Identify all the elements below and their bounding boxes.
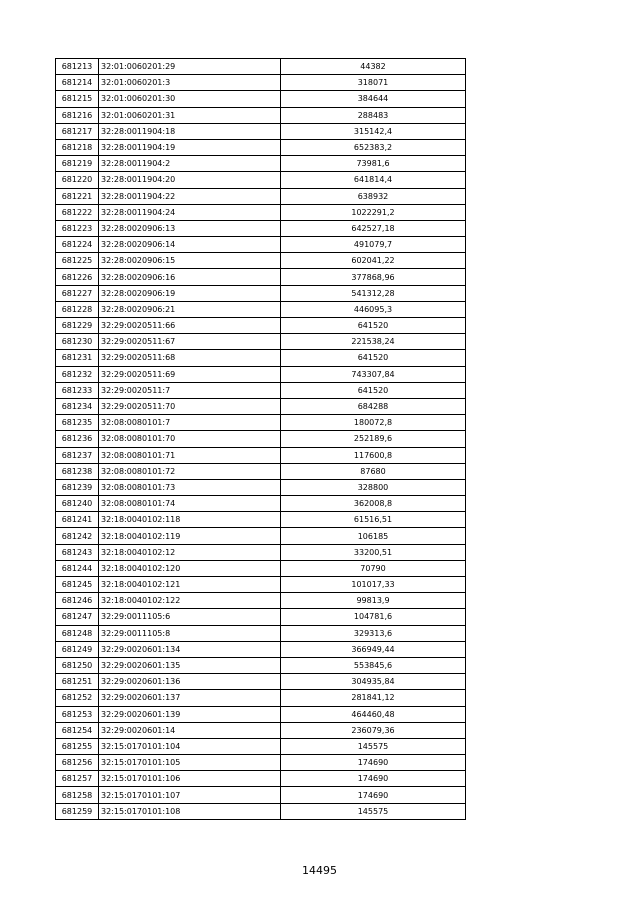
table-row	[56, 318, 466, 334]
table-row	[56, 269, 466, 285]
cadastral-number-cell: 32:28:0020906:15	[99, 253, 281, 269]
row-id-cell: 681213	[56, 59, 99, 75]
table-row	[56, 398, 466, 414]
table-row	[56, 237, 466, 253]
table-row	[56, 528, 466, 544]
cadastral-number-cell: 32:15:0170101:104	[99, 738, 281, 754]
cadastral-number-cell: 32:28:0011904:2	[99, 156, 281, 172]
row-id-cell: 681225	[56, 253, 99, 269]
row-id-cell: 681219	[56, 156, 99, 172]
cadastral-value-cell: 252189,6	[281, 431, 466, 447]
table-row	[56, 301, 466, 317]
row-id-cell: 681214	[56, 75, 99, 91]
cadastral-value-cell: 180072,8	[281, 415, 466, 431]
table-row	[56, 560, 466, 576]
cadastral-value-cell: 652383,2	[281, 139, 466, 155]
row-id-cell: 681245	[56, 577, 99, 593]
cadastral-number-cell: 32:29:0020511:68	[99, 350, 281, 366]
cadastral-number-cell: 32:28:0011904:22	[99, 188, 281, 204]
row-id-cell: 681252	[56, 690, 99, 706]
table-row	[56, 722, 466, 738]
cadastral-value-cell: 318071	[281, 75, 466, 91]
table-row	[56, 577, 466, 593]
cadastral-value-cell: 1022291,2	[281, 204, 466, 220]
row-id-cell: 681250	[56, 657, 99, 673]
table-row	[56, 625, 466, 641]
cadastral-value-cell: 73981,6	[281, 156, 466, 172]
row-id-cell: 681233	[56, 382, 99, 398]
cadastral-value-cell: 553845,6	[281, 657, 466, 673]
row-id-cell: 681253	[56, 706, 99, 722]
row-id-cell: 681258	[56, 787, 99, 803]
table-row	[56, 738, 466, 754]
cadastral-number-cell: 32:28:0011904:24	[99, 204, 281, 220]
table-row	[56, 382, 466, 398]
row-id-cell: 681224	[56, 237, 99, 253]
cadastral-value-cell: 315142,4	[281, 123, 466, 139]
cadastral-value-cell: 362008,8	[281, 496, 466, 512]
row-id-cell: 681232	[56, 366, 99, 382]
cadastral-value-cell: 743307,84	[281, 366, 466, 382]
cadastral-value-cell: 174690	[281, 755, 466, 771]
row-id-cell: 681216	[56, 107, 99, 123]
cadastral-number-cell: 32:29:0020511:70	[99, 398, 281, 414]
page-number: 14495	[302, 864, 337, 877]
row-id-cell: 681240	[56, 496, 99, 512]
cadastral-number-cell: 32:28:0020906:16	[99, 269, 281, 285]
cadastral-number-cell: 32:29:0020511:66	[99, 318, 281, 334]
row-id-cell: 681215	[56, 91, 99, 107]
cadastral-number-cell: 32:29:0020601:134	[99, 641, 281, 657]
cadastral-number-cell: 32:29:0011105:8	[99, 625, 281, 641]
cadastral-value-cell: 446095,3	[281, 301, 466, 317]
cadastral-number-cell: 32:18:0040102:12	[99, 544, 281, 560]
row-id-cell: 681226	[56, 269, 99, 285]
table-row	[56, 107, 466, 123]
row-id-cell: 681236	[56, 431, 99, 447]
table-row	[56, 706, 466, 722]
cadastral-number-cell: 32:29:0020601:139	[99, 706, 281, 722]
cadastral-value-cell: 329313,6	[281, 625, 466, 641]
cadastral-number-cell: 32:29:0020601:136	[99, 674, 281, 690]
cadastral-value-cell: 288483	[281, 107, 466, 123]
table-row	[56, 690, 466, 706]
cadastral-number-cell: 32:15:0170101:105	[99, 755, 281, 771]
row-id-cell: 681221	[56, 188, 99, 204]
table-row	[56, 674, 466, 690]
cadastral-number-cell: 32:28:0011904:20	[99, 172, 281, 188]
cadastral-value-cell: 145575	[281, 738, 466, 754]
cadastral-number-cell: 32:28:0011904:18	[99, 123, 281, 139]
table-row	[56, 787, 466, 803]
cadastral-value-cell: 377868,96	[281, 269, 466, 285]
cadastral-value-cell: 104781,6	[281, 609, 466, 625]
row-id-cell: 681259	[56, 803, 99, 819]
row-id-cell: 681241	[56, 512, 99, 528]
cadastral-value-cell: 642527,18	[281, 220, 466, 236]
cadastral-value-cell: 541312,28	[281, 285, 466, 301]
table-row	[56, 366, 466, 382]
row-id-cell: 681248	[56, 625, 99, 641]
cadastral-value-cell: 117600,8	[281, 447, 466, 463]
cadastral-value-cell: 61516,51	[281, 512, 466, 528]
table-row	[56, 123, 466, 139]
cadastral-number-cell: 32:18:0040102:122	[99, 593, 281, 609]
table-row	[56, 771, 466, 787]
cadastral-value-cell: 464460,48	[281, 706, 466, 722]
cadastral-number-cell: 32:08:0080101:7	[99, 415, 281, 431]
cadastral-value-cell: 44382	[281, 59, 466, 75]
cadastral-number-cell: 32:01:0060201:3	[99, 75, 281, 91]
table-row	[56, 139, 466, 155]
row-id-cell: 681239	[56, 479, 99, 495]
cadastral-number-cell: 32:28:0020906:14	[99, 237, 281, 253]
cadastral-number-cell: 32:29:0020511:67	[99, 334, 281, 350]
cadastral-number-cell: 32:15:0170101:107	[99, 787, 281, 803]
row-id-cell: 681231	[56, 350, 99, 366]
table-row	[56, 755, 466, 771]
cadastral-value-cell: 174690	[281, 787, 466, 803]
table-row	[56, 463, 466, 479]
cadastral-number-cell: 32:28:0020906:21	[99, 301, 281, 317]
row-id-cell: 681227	[56, 285, 99, 301]
table-row	[56, 512, 466, 528]
row-id-cell: 681229	[56, 318, 99, 334]
cadastral-value-cell: 641520	[281, 318, 466, 334]
cadastral-value-cell: 281841,12	[281, 690, 466, 706]
table-row	[56, 350, 466, 366]
row-id-cell: 681235	[56, 415, 99, 431]
cadastral-number-cell: 32:18:0040102:121	[99, 577, 281, 593]
cadastral-number-cell: 32:28:0020906:19	[99, 285, 281, 301]
cadastral-number-cell: 32:28:0011904:19	[99, 139, 281, 155]
cadastral-value-table	[55, 58, 466, 820]
table-row	[56, 285, 466, 301]
cadastral-number-cell: 32:29:0011105:6	[99, 609, 281, 625]
table-row	[56, 431, 466, 447]
table-row	[56, 204, 466, 220]
cadastral-value-cell: 641520	[281, 350, 466, 366]
table-row	[56, 593, 466, 609]
cadastral-value-cell: 145575	[281, 803, 466, 819]
table-row	[56, 641, 466, 657]
table-row	[56, 657, 466, 673]
table-row	[56, 156, 466, 172]
table-row	[56, 544, 466, 560]
table-row	[56, 75, 466, 91]
cadastral-value-cell: 236079,36	[281, 722, 466, 738]
cadastral-number-cell: 32:15:0170101:108	[99, 803, 281, 819]
cadastral-value-cell: 70790	[281, 560, 466, 576]
cadastral-number-cell: 32:29:0020511:69	[99, 366, 281, 382]
row-id-cell: 681217	[56, 123, 99, 139]
cadastral-number-cell: 32:18:0040102:120	[99, 560, 281, 576]
table-row	[56, 447, 466, 463]
table-row	[56, 609, 466, 625]
cadastral-number-cell: 32:01:0060201:30	[99, 91, 281, 107]
cadastral-number-cell: 32:29:0020601:135	[99, 657, 281, 673]
table-row	[56, 253, 466, 269]
table-row	[56, 59, 466, 75]
cadastral-number-cell: 32:18:0040102:119	[99, 528, 281, 544]
row-id-cell: 681238	[56, 463, 99, 479]
table-row	[56, 91, 466, 107]
cadastral-number-cell: 32:08:0080101:71	[99, 447, 281, 463]
table-row	[56, 496, 466, 512]
cadastral-number-cell: 32:29:0020511:7	[99, 382, 281, 398]
cadastral-value-cell: 602041,22	[281, 253, 466, 269]
cadastral-number-cell: 32:29:0020601:137	[99, 690, 281, 706]
row-id-cell: 681223	[56, 220, 99, 236]
cadastral-value-cell: 684288	[281, 398, 466, 414]
table-row	[56, 479, 466, 495]
cadastral-value-cell: 99813,9	[281, 593, 466, 609]
cadastral-number-cell: 32:01:0060201:31	[99, 107, 281, 123]
cadastral-number-cell: 32:01:0060201:29	[99, 59, 281, 75]
row-id-cell: 681222	[56, 204, 99, 220]
cadastral-value-cell: 641814,4	[281, 172, 466, 188]
cadastral-value-cell: 641520	[281, 382, 466, 398]
table-body	[56, 59, 466, 820]
cadastral-number-cell: 32:28:0020906:13	[99, 220, 281, 236]
row-id-cell: 681254	[56, 722, 99, 738]
row-id-cell: 681244	[56, 560, 99, 576]
cadastral-number-cell: 32:08:0080101:72	[99, 463, 281, 479]
row-id-cell: 681230	[56, 334, 99, 350]
cadastral-value-cell: 328800	[281, 479, 466, 495]
cadastral-value-cell: 87680	[281, 463, 466, 479]
cadastral-value-cell: 304935,84	[281, 674, 466, 690]
row-id-cell: 681237	[56, 447, 99, 463]
cadastral-value-cell: 221538,24	[281, 334, 466, 350]
cadastral-number-cell: 32:29:0020601:14	[99, 722, 281, 738]
cadastral-number-cell: 32:08:0080101:70	[99, 431, 281, 447]
row-id-cell: 681218	[56, 139, 99, 155]
row-id-cell: 681243	[56, 544, 99, 560]
row-id-cell: 681249	[56, 641, 99, 657]
cadastral-value-cell: 384644	[281, 91, 466, 107]
table-row	[56, 803, 466, 819]
cadastral-number-cell: 32:15:0170101:106	[99, 771, 281, 787]
row-id-cell: 681220	[56, 172, 99, 188]
row-id-cell: 681257	[56, 771, 99, 787]
table-row	[56, 334, 466, 350]
row-id-cell: 681246	[56, 593, 99, 609]
cadastral-value-cell: 491079,7	[281, 237, 466, 253]
cadastral-value-cell: 174690	[281, 771, 466, 787]
cadastral-value-cell: 33200,51	[281, 544, 466, 560]
table-row	[56, 415, 466, 431]
table-row	[56, 172, 466, 188]
cadastral-number-cell: 32:08:0080101:73	[99, 479, 281, 495]
row-id-cell: 681228	[56, 301, 99, 317]
row-id-cell: 681255	[56, 738, 99, 754]
table-row	[56, 188, 466, 204]
cadastral-value-cell: 638932	[281, 188, 466, 204]
row-id-cell: 681242	[56, 528, 99, 544]
row-id-cell: 681251	[56, 674, 99, 690]
cadastral-number-cell: 32:18:0040102:118	[99, 512, 281, 528]
row-id-cell: 681247	[56, 609, 99, 625]
cadastral-value-cell: 101017,33	[281, 577, 466, 593]
table-row	[56, 220, 466, 236]
cadastral-value-cell: 106185	[281, 528, 466, 544]
cadastral-number-cell: 32:08:0080101:74	[99, 496, 281, 512]
cadastral-value-cell: 366949,44	[281, 641, 466, 657]
row-id-cell: 681256	[56, 755, 99, 771]
row-id-cell: 681234	[56, 398, 99, 414]
